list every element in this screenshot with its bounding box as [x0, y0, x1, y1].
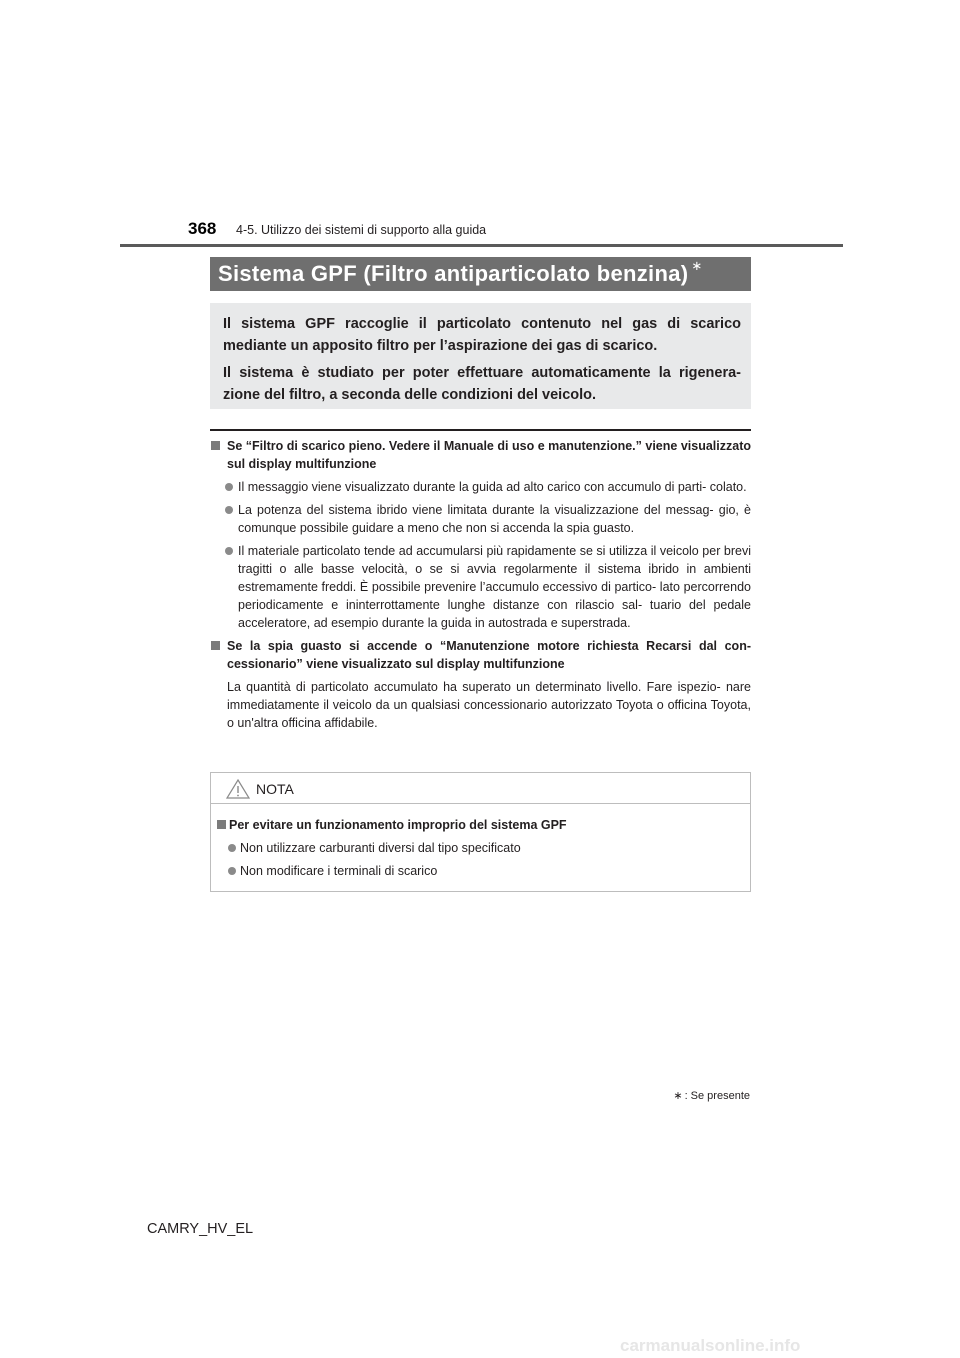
section-path: 4-5. Utilizzo dei sistemi di supporto alla guida	[236, 223, 487, 237]
list-item-text: Non modificare i terminali di scarico	[240, 864, 438, 878]
list-item-text: La potenza del sistema ibrido viene limitata durante la visualizzazione del messag- gio, è comunque possibile guidare a meno che non si accenda la spia guasto.	[238, 503, 751, 535]
nota-box	[210, 772, 751, 892]
round-bullet-icon	[225, 506, 233, 514]
list-item-text: Il materiale particolato tende ad accumularsi più rapidamente se si utilizza il veicolo per brevi tragitti o alle basse velocità, o se si avvia regolarmente il sistema ibrido in ambienti estremamente freddi. È possibile prevenire l’accumulo eccessivo di partico- lato percorrendo periodicamente e ininterrottamente lunghe distanze con rilascio sal- tuario del pedale acceleratore, ad esempio durante la guida in autostrada e superstrada.	[238, 544, 751, 630]
body-paragraph: La quantità di particolato accumulato ha superato un determinato livello. Fare ispezio- nare immediatamente il veicolo da un qualsiasi concessionario autorizzato Toyota o officina Toyota, o un'altra officina affidabile.	[227, 680, 751, 730]
section-title-bar	[210, 257, 751, 291]
nota-heading	[217, 816, 750, 834]
body-content	[210, 437, 751, 732]
square-bullet-icon	[217, 820, 226, 829]
list-item	[210, 478, 751, 496]
round-bullet-icon	[225, 483, 233, 491]
square-bullet-icon	[211, 641, 220, 650]
list-item	[210, 542, 751, 632]
document-id: CAMRY_HV_EL	[147, 1221, 254, 1237]
footnote	[673, 1089, 750, 1102]
list-item	[217, 839, 750, 857]
intro-box	[210, 303, 751, 409]
list-item-text: Il messaggio viene visualizzato durante la guida ad alto carico con accumulo di parti- colato.	[238, 480, 747, 494]
footnote-text: : Se presente	[684, 1090, 750, 1102]
watermark: carmanualsonline.info	[620, 1336, 801, 1355]
subsection-heading	[210, 437, 751, 473]
warning-triangle-icon	[226, 779, 250, 799]
subsection-heading-text: Se la spia guasto si accende o “Manutenzione motore richiesta Recarsi dal con- cessionario” viene visualizzato sul display multifunzione	[227, 639, 751, 671]
round-bullet-icon	[225, 547, 233, 555]
nota-header	[211, 773, 750, 804]
intro-rule	[210, 429, 751, 431]
nota-label: NOTA	[256, 781, 294, 797]
list-item-text: Non utilizzare carburanti diversi dal tipo specificato	[240, 841, 521, 855]
header-rule	[120, 244, 843, 247]
nota-heading-text: Per evitare un funzionamento improprio del sistema GPF	[229, 818, 567, 832]
list-item	[217, 862, 750, 880]
subsection-heading-text: Se “Filtro di scarico pieno. Vedere il Manuale di uso e manutenzione.” viene visualizzato sul display multifunzione	[227, 439, 751, 471]
list-item	[210, 501, 751, 537]
subsection-heading	[210, 637, 751, 673]
page-number: 368	[188, 219, 217, 238]
nota-content	[211, 804, 750, 880]
round-bullet-icon	[228, 867, 236, 875]
intro-paragraph: Il sistema è studiato per poter effettuare automaticamente la rigenera- zione del filtro, a seconda delle condizioni del veicolo.	[223, 365, 741, 403]
round-bullet-icon	[228, 844, 236, 852]
optional-equipment-mark: ∗	[691, 258, 703, 273]
footnote-mark: ∗	[673, 1090, 683, 1102]
square-bullet-icon	[211, 441, 220, 450]
intro-paragraph: Il sistema GPF raccoglie il particolato contenuto nel gas di scarico mediante un apposito filtro per l’aspirazione dei gas di scarico.	[223, 316, 741, 354]
section-title: Sistema GPF (Filtro antiparticolato benzina)	[218, 261, 689, 286]
